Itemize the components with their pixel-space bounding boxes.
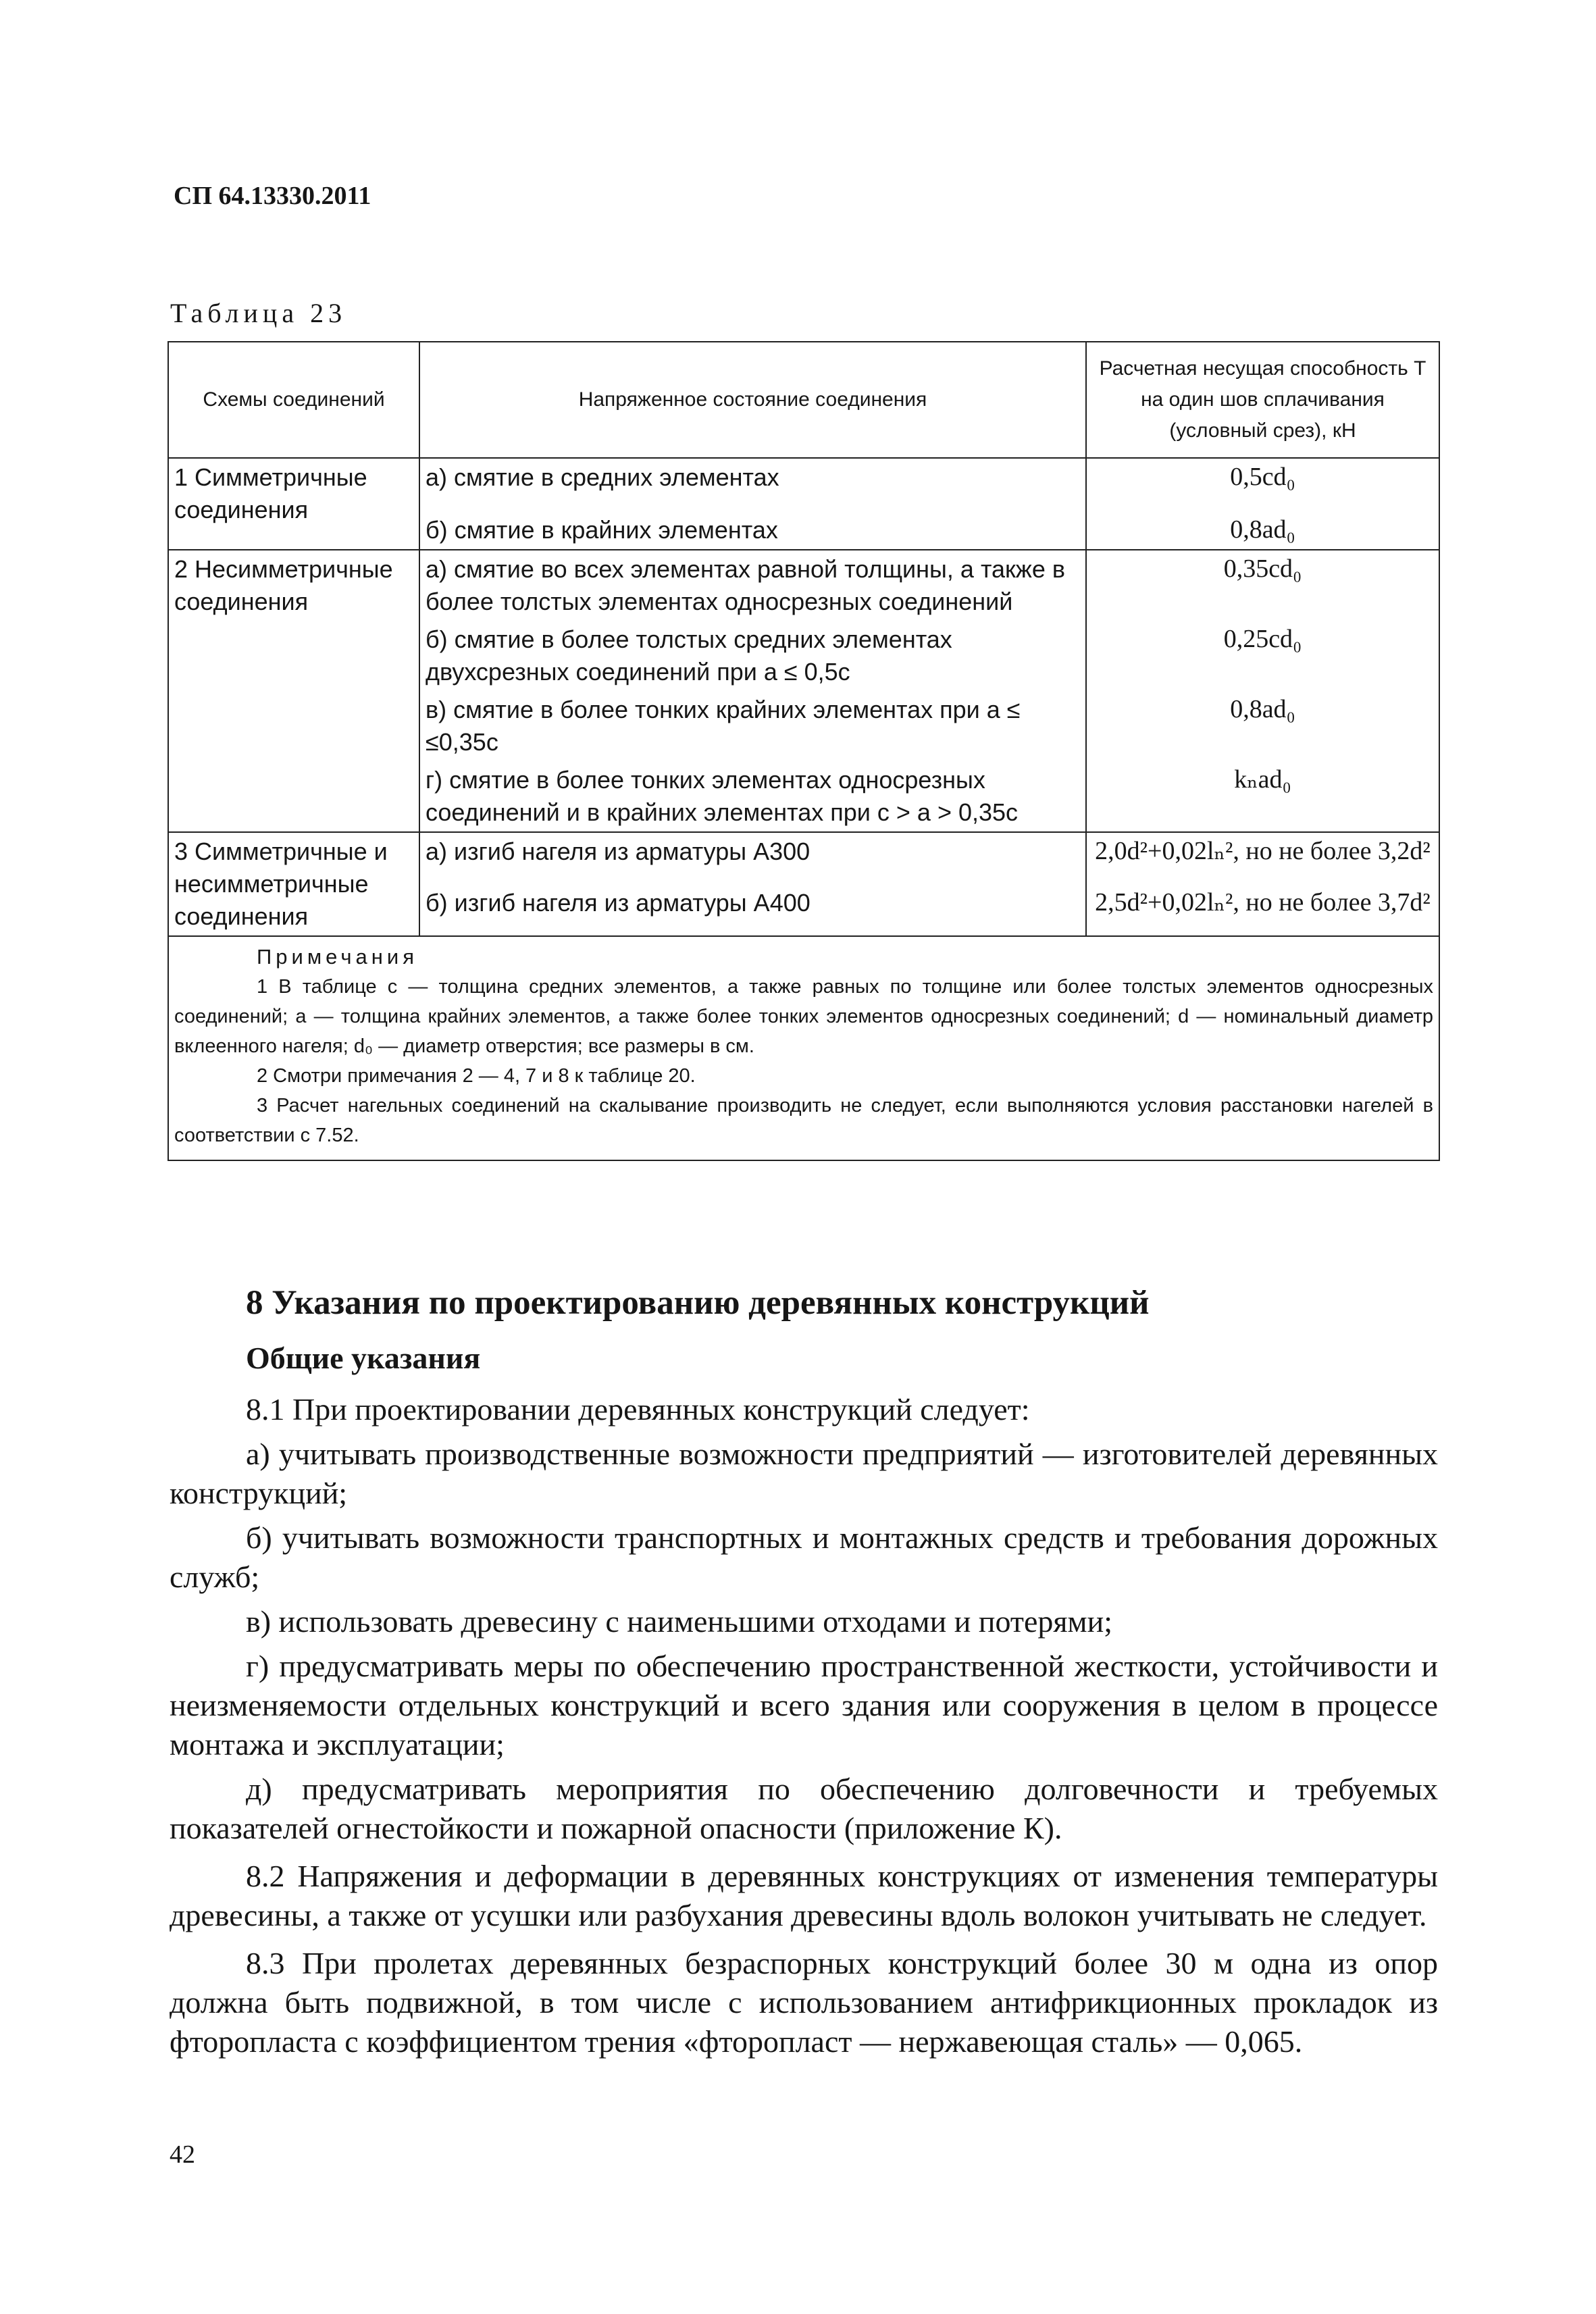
desc-cell bbox=[419, 761, 1086, 832]
column-header-capacity: Расчетная несущая способность T на один шов сплачивания (условный срез), кН bbox=[1086, 342, 1439, 458]
value-cell bbox=[1086, 550, 1439, 621]
paragraph: а) учитывать производственные возможности предприятий — изготовителей деревянных конструкций; bbox=[170, 1437, 1438, 1510]
row-value: 0,25cd₀ bbox=[1223, 625, 1302, 653]
column-header-schemes: Схемы соединений bbox=[168, 342, 419, 458]
desc-cell bbox=[419, 691, 1086, 761]
table-header-row bbox=[168, 342, 1439, 458]
row-description: а) смятие в средних элементах bbox=[426, 463, 779, 491]
paragraph: 8.3 При пролетах деревянных безраспорных конструкций более 30 м одна из опор должна быть подвижной, в том числе с использованием антифрикционных прокладок из фторопласта с коэффициентом трения «фторопласт — нержавеющая сталь» — 0,065. bbox=[170, 1946, 1438, 2059]
table-caption: Таблица 23 bbox=[170, 298, 347, 328]
desc-cell bbox=[419, 496, 1086, 550]
row-description: б) изгиб нагеля из арматуры А400 bbox=[426, 889, 810, 917]
note-1: 1 В таблице c — толщина средних элементов, а также равных по толщине или более толстых элементов односрезных соединений; a — толщина крайних элементов, а также более тонких элементов односрезных соединений; d — номинальный диаметр вклеенного нагеля; d₀ — диаметр отверстия; все размеры в см. bbox=[174, 976, 1433, 1057]
group-label: 1 Симметричные соединения bbox=[174, 463, 367, 523]
desc-cell bbox=[419, 621, 1086, 691]
paragraph: 8.1 При проектировании деревянных конструкций следует: bbox=[246, 1392, 1030, 1426]
group-label: 2 Несимметричные соединения bbox=[174, 555, 393, 615]
notes-row bbox=[168, 936, 1439, 1160]
paragraph: в) использовать древесину с наименьшими отходами и потерями; bbox=[246, 1604, 1113, 1639]
row-description: б) смятие в крайних элементах bbox=[426, 516, 778, 544]
section-heading: 8 Указания по проектированию деревянных конструкций bbox=[246, 1284, 1150, 1322]
value-cell bbox=[1086, 832, 1439, 884]
row-value: 0,5cd₀ bbox=[1230, 463, 1295, 491]
column-header-stress-state: Напряженное состояние соединения bbox=[419, 342, 1086, 458]
group-label-cell bbox=[168, 832, 419, 936]
value-cell bbox=[1086, 761, 1439, 832]
value-cell bbox=[1086, 691, 1439, 761]
row-value: 0,8ad₀ bbox=[1230, 515, 1295, 544]
notes-cell bbox=[168, 936, 1439, 1160]
desc-cell bbox=[419, 832, 1086, 884]
paragraph: г) предусматривать меры по обеспечению пространственной жесткости, устойчивости и неизменяемости отдельных конструкций и всего здания или сооружения в целом в процессе монтажа и эксплуатации; bbox=[170, 1649, 1438, 1762]
row-value: 2,5d²+0,02lₙ², но не более 3,7d² bbox=[1095, 888, 1431, 917]
notes-title: Примечания bbox=[257, 945, 418, 969]
value-cell bbox=[1086, 884, 1439, 936]
note-3: 3 Расчет нагельных соединений на скалывание производить не следует, если выполняются условия расстановки нагелей в соответствии с 7.52. bbox=[174, 1095, 1433, 1146]
section-body bbox=[170, 1390, 1438, 2070]
paragraph: д) предусматривать мероприятия по обеспечению долговечности и требуемых показателей огнестойкости и пожарной опасности (приложение К). bbox=[170, 1772, 1438, 1845]
row-description: в) смятие в более тонких крайних элементах при a ≤ ≤0,35c bbox=[426, 696, 1021, 756]
row-description: б) смятие в более толстых средних элементах двухсрезных соединений при a ≤ 0,5c bbox=[426, 625, 952, 686]
value-cell bbox=[1086, 496, 1439, 550]
row-value: kₙad₀ bbox=[1234, 765, 1291, 794]
group-label-cell bbox=[168, 550, 419, 832]
table-row bbox=[168, 458, 1439, 496]
group-label: 3 Симметричные и несимметричные соединения bbox=[174, 838, 388, 930]
row-value: 0,35cd₀ bbox=[1223, 555, 1302, 583]
row-description: г) смятие в более тонких элементах односрезных соединений и в крайних элементах при c > a > 0,35c bbox=[426, 766, 1019, 826]
row-description: а) изгиб нагеля из арматуры А300 bbox=[426, 838, 810, 865]
desc-cell bbox=[419, 550, 1086, 621]
desc-cell bbox=[419, 884, 1086, 936]
value-cell bbox=[1086, 458, 1439, 496]
row-value: 0,8ad₀ bbox=[1230, 695, 1295, 723]
row-value: 2,0d²+0,02lₙ², но не более 3,2d² bbox=[1095, 837, 1431, 865]
table-row bbox=[168, 832, 1439, 884]
paragraph: б) учитывать возможности транспортных и монтажных средств и требования дорожных служб; bbox=[170, 1520, 1438, 1594]
row-description: а) смятие во всех элементах равной толщины, а также в более толстых элементах односрезных соединений bbox=[426, 555, 1066, 615]
desc-cell bbox=[419, 458, 1086, 496]
table-row bbox=[168, 550, 1439, 621]
section-subheading: Общие указания bbox=[246, 1341, 481, 1375]
note-2: 2 Смотри примечания 2 — 4, 7 и 8 к таблице 20. bbox=[257, 1065, 696, 1087]
group-label-cell bbox=[168, 458, 419, 550]
value-cell bbox=[1086, 621, 1439, 691]
page-number: 42 bbox=[170, 2140, 195, 2169]
document-code: СП 64.13330.2011 bbox=[174, 182, 371, 210]
connections-table bbox=[168, 341, 1440, 1161]
paragraph: 8.2 Напряжения и деформации в деревянных конструкциях от изменения температуры древесины, а также от усушки или разбухания древесины вдоль волокон учитывать не следует. bbox=[170, 1859, 1438, 1932]
